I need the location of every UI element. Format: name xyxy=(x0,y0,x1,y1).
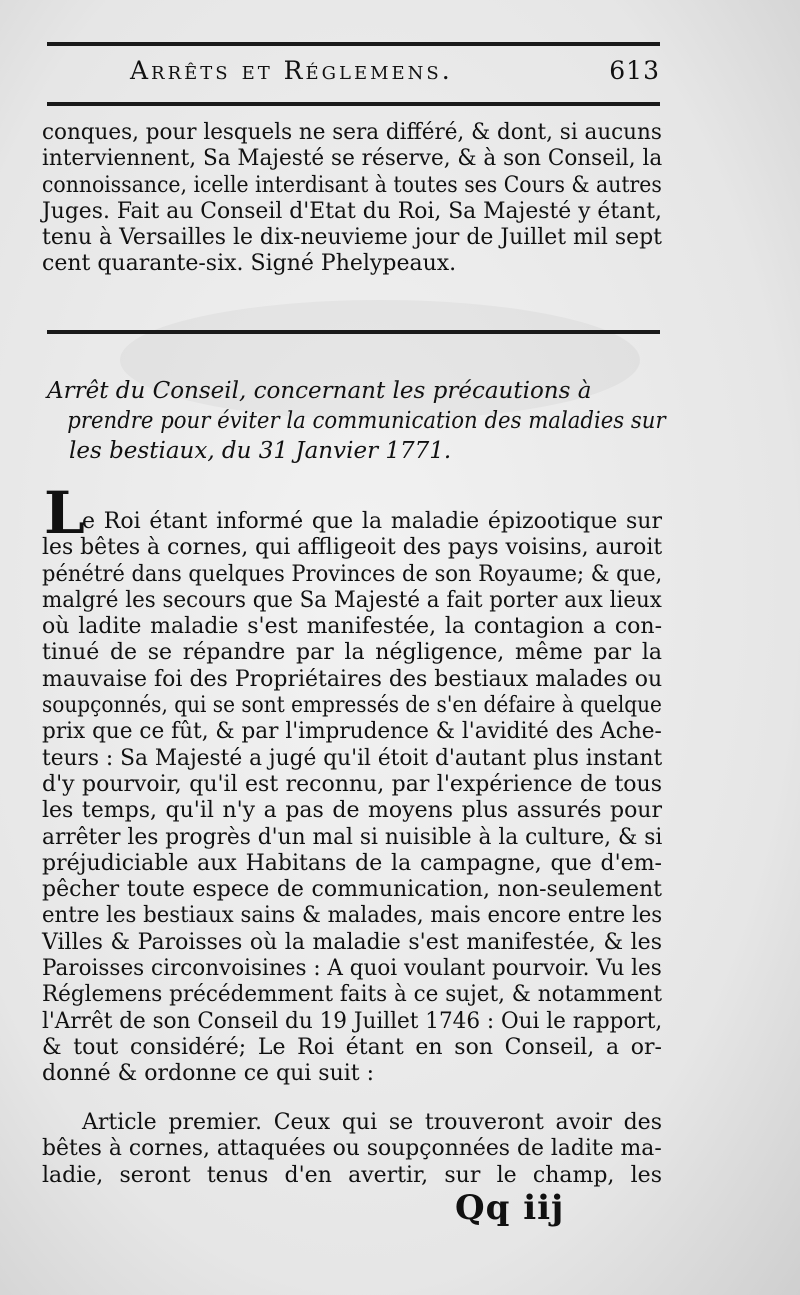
heading-line: les bestiaux, du 31 Janvier 1771. xyxy=(69,438,452,464)
header-rule xyxy=(47,102,660,106)
text-line: & tout considéré; Le Roi étant en son Conseil, a or- xyxy=(42,1034,662,1060)
text-line: conques, pour lesquels ne sera différé, & dont, si aucuns xyxy=(42,120,662,145)
running-head xyxy=(130,56,660,85)
text-line: prix que ce fût, & par l'imprudence & l'avidité des Ache- xyxy=(42,719,662,745)
decree-body xyxy=(42,509,662,1088)
text-line: les temps, qu'il n'y a pas de moyens plus assurés pour xyxy=(42,798,662,824)
heading-line: Arrêt du Conseil, concernant les précautions à xyxy=(47,378,592,404)
text-line: tinué de se répandre par la négligence, même par la xyxy=(42,640,662,666)
text-line: Article premier. Ceux qui se trouveront avoir des xyxy=(82,1110,662,1135)
text-line: ladie, seront tenus d'en avertir, sur le champ, les xyxy=(42,1162,662,1188)
decree-heading xyxy=(47,376,667,466)
article-premier xyxy=(42,1110,662,1189)
text-line: donné & ordonne ce qui suit : xyxy=(42,1061,375,1087)
text-line: préjudiciable aux Habitans de la campagne, que d'em- xyxy=(42,850,662,876)
text-line: malgré les secours que Sa Majesté a fait porter aux lieux xyxy=(42,587,662,613)
text-line: mauvaise foi des Propriétaires des bestiaux malades ou xyxy=(42,666,663,692)
text-line: bêtes à cornes, attaquées ou soupçonnées de ladite ma- xyxy=(42,1136,662,1162)
continuation-paragraph xyxy=(42,120,662,278)
top-rule xyxy=(47,42,660,46)
text-line: arrêter les progrès d'un mal si nuisible à la culture, & si xyxy=(42,824,663,850)
text-line: soupçonnés, qui se sont empressés de s'en défaire à quelque xyxy=(42,693,662,719)
page-number: 613 xyxy=(609,56,660,85)
text-line: teurs : Sa Majesté a jugé qu'il étoit d'autant plus instant xyxy=(42,745,663,771)
heading-line: prendre pour éviter la communication des maladies sur xyxy=(67,408,666,434)
text-line: Villes & Paroisses où la maladie s'est manifestée, & les xyxy=(42,929,662,955)
text-line: d'y pourvoir, qu'il est reconnu, par l'expérience de tous xyxy=(42,771,662,797)
text-line: les bêtes à cornes, qui affligeoit des pays voisins, auroit xyxy=(42,535,663,561)
signature-mark: Qq iij xyxy=(455,1188,565,1228)
text-line: cent quarante-six. Signé Phelypeaux. xyxy=(42,251,457,277)
drop-cap: L xyxy=(44,479,85,547)
text-line: e Roi étant informé que la maladie épizootique sur xyxy=(82,509,662,534)
text-line: où ladite maladie s'est manifestée, la contagion a con- xyxy=(42,614,662,640)
text-line: tenu à Versailles le dix-neuvieme jour de Juillet mil sept xyxy=(42,225,662,251)
text-line: entre les bestiaux sains & malades, mais encore entre les xyxy=(42,903,663,929)
text-line: Juges. Fait au Conseil d'Etat du Roi, Sa Majesté y étant, xyxy=(42,198,662,224)
running-head-title: Arrêts et Réglemens. xyxy=(130,56,453,85)
section-rule xyxy=(47,330,660,334)
text-line: Réglemens précédemment faits à ce sujet, & notamment xyxy=(42,982,662,1008)
text-line: pénétré dans quelques Provinces de son Royaume; & que, xyxy=(42,561,663,587)
text-line: l'Arrêt de son Conseil du 19 Juillet 1746 : Oui le rapport, xyxy=(42,1008,663,1034)
text-line: interviennent, Sa Majesté se réserve, & à son Conseil, la xyxy=(42,146,663,172)
text-line: Paroisses circonvoisines : A quoi voulant pourvoir. Vu les xyxy=(42,956,662,982)
text-line: connoissance, icelle interdisant à toutes ses Cours & autres xyxy=(42,172,662,198)
text-line: pêcher toute espece de communication, non-seulement xyxy=(42,877,662,903)
